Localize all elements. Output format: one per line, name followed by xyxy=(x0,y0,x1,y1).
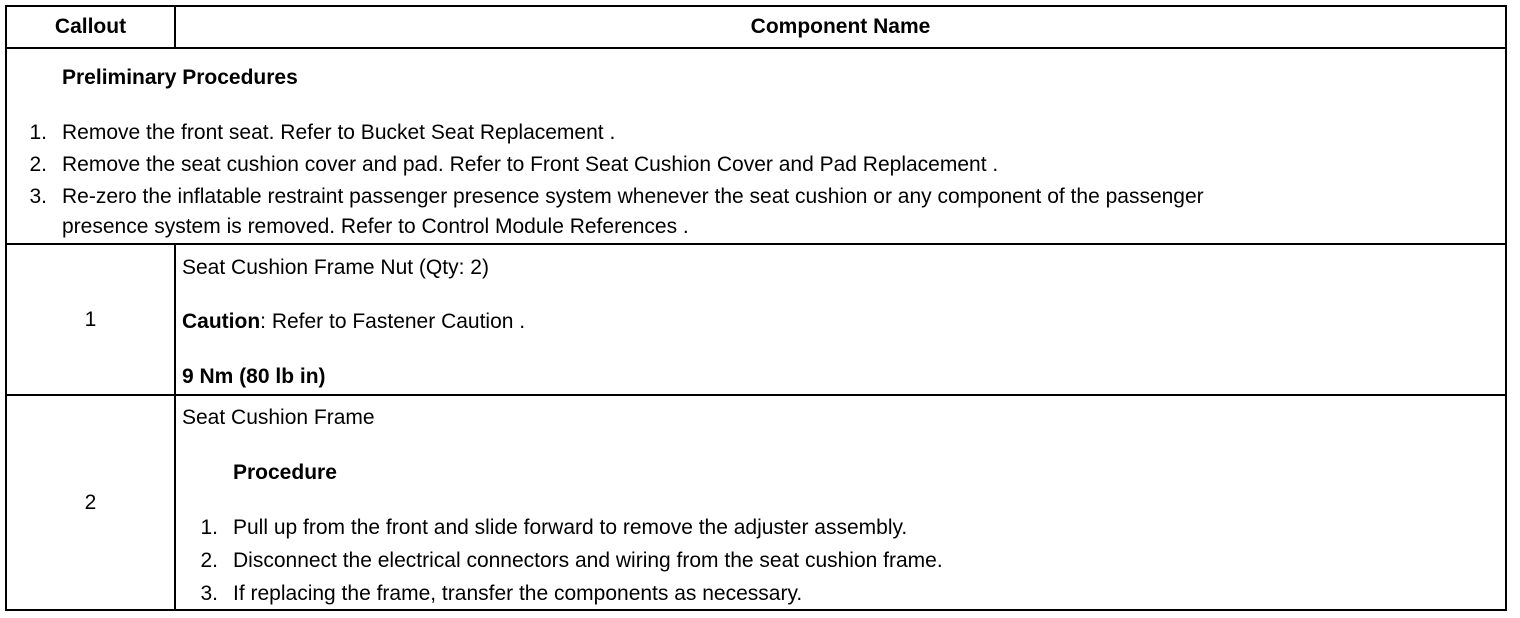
torque-spec: 9 Nm (80 lb in) xyxy=(182,365,326,388)
prelim-step-3-number: 3. xyxy=(29,185,47,208)
procedure-title: Procedure xyxy=(233,461,337,484)
preliminary-title: Preliminary Procedures xyxy=(62,66,298,89)
preliminary-procedures xyxy=(6,48,1506,244)
caution-note xyxy=(182,310,525,334)
table-row xyxy=(6,395,1506,610)
prelim-step-1-text: Remove the front seat. Refer to Bucket Seat Replacement . xyxy=(62,121,616,144)
caution-text: : Refer to Fastener Caution . xyxy=(260,310,526,333)
procedure-step-2-text: Disconnect the electrical connectors and wiring from the seat cushion frame. xyxy=(233,549,943,572)
procedure-step-1-text: Pull up from the front and slide forward to remove the adjuster assembly. xyxy=(233,516,908,539)
component-name: Seat Cushion Frame xyxy=(182,406,375,429)
procedure-step-1-number: 1. xyxy=(200,516,218,539)
header-component-name: Component Name xyxy=(175,6,1506,48)
prelim-step-2-text: Remove the seat cushion cover and pad. Refer to Front Seat Cushion Cover and Pad Replacement . xyxy=(62,153,999,176)
procedure-step-2-number: 2. xyxy=(200,549,218,572)
procedure-step-3-text: If replacing the frame, transfer the components as necessary. xyxy=(233,582,803,605)
prelim-step-3-text-line1: Re-zero the inflatable restraint passenger presence system whenever the seat cushion or any component of the passenger xyxy=(62,185,1204,208)
procedure-step-3-number: 3. xyxy=(200,582,218,605)
preliminary-row xyxy=(6,48,1506,244)
callout-cell: 2 xyxy=(6,395,175,610)
component-name: Seat Cushion Frame Nut (Qty: 2) xyxy=(182,256,489,279)
table-row xyxy=(6,244,1506,395)
caution-label: Caution xyxy=(182,310,261,333)
prelim-step-3-text-line2: presence system is removed. Refer to Control Module References . xyxy=(62,215,689,238)
header-callout: Callout xyxy=(6,6,175,48)
header-row xyxy=(6,6,1506,48)
component-cell xyxy=(175,244,1506,395)
component-table xyxy=(5,5,1507,611)
callout-cell: 1 xyxy=(6,244,175,395)
prelim-step-2-number: 2. xyxy=(29,153,47,176)
prelim-step-1-number: 1. xyxy=(29,121,47,144)
component-cell xyxy=(175,395,1506,610)
